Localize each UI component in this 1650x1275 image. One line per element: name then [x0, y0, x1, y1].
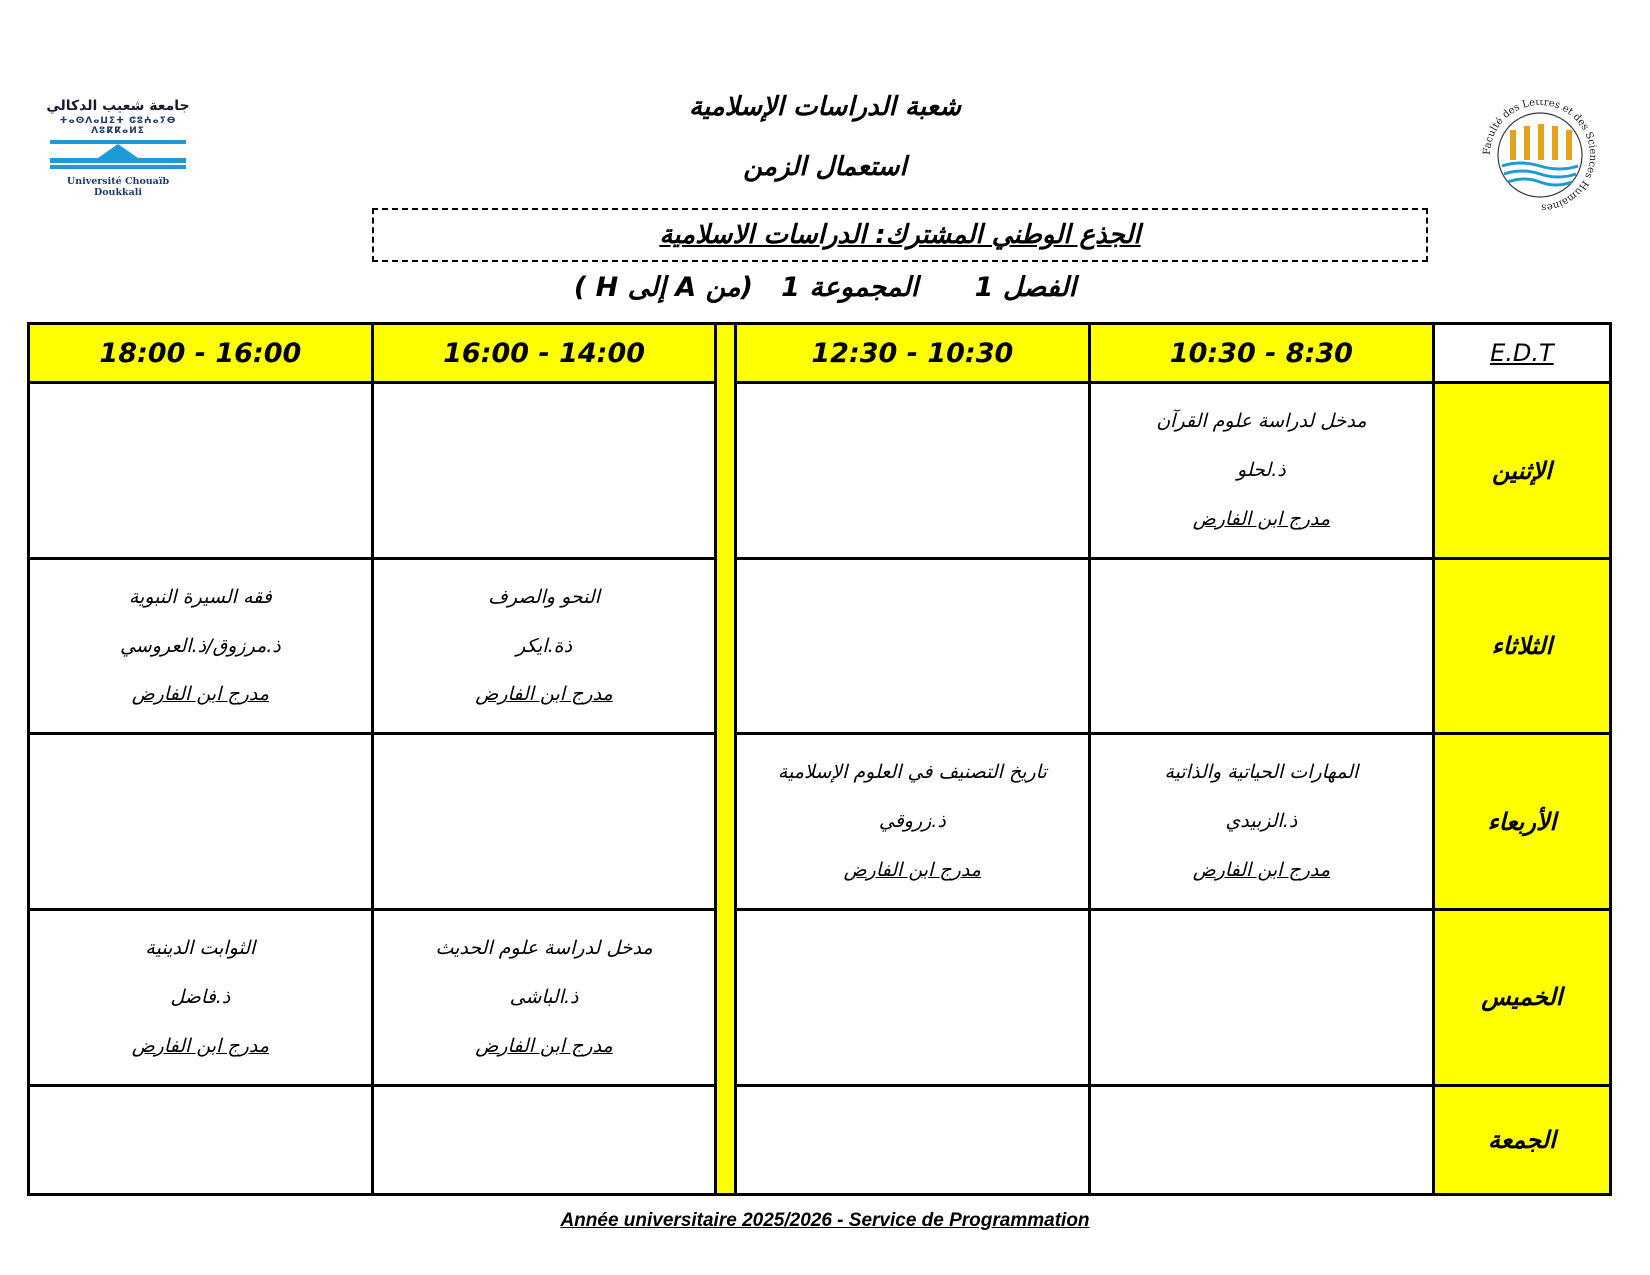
lunch-separator: [716, 324, 735, 1195]
slot-header-4: 18:00 - 16:00: [29, 324, 373, 383]
course-name: النحو والصرف: [488, 585, 600, 608]
cell-thursday-slot3: [372, 909, 716, 1085]
professor-name: ذ.الباشى: [509, 985, 579, 1008]
group-label: المجموعة 1: [781, 272, 919, 303]
room-name: مدرج ابن الفارض: [843, 859, 981, 882]
header-row: [29, 324, 1611, 383]
cell-wednesday-slot2: [735, 734, 1089, 910]
cell-wednesday-slot3: [372, 734, 716, 910]
day-label-tuesday: الثلاثاء: [1433, 558, 1610, 734]
faculty-ring-text: Faculté des Lettres et des Sciences Humaines: [1481, 100, 1599, 210]
course-name: مدخل لدراسة علوم القرآن: [1156, 410, 1367, 433]
room-name: مدرج ابن الفارض: [1192, 859, 1331, 882]
day-label-thursday: الخميس: [1433, 909, 1610, 1085]
cell-friday-slot4: [29, 1085, 373, 1194]
room-name: مدرج ابن الفارض: [131, 683, 270, 706]
cell-monday-slot3: [372, 383, 716, 559]
cell-monday-slot4: [29, 383, 373, 559]
room-name: مدرج ابن الفارض: [1192, 507, 1331, 530]
professor-name: ذ.لحلو: [1237, 459, 1286, 482]
slot-header-3: 16:00 - 14:00: [372, 324, 716, 383]
cell-friday-slot1: [1090, 1085, 1434, 1194]
room-name: مدرج ابن الفارض: [475, 683, 613, 706]
slot-header-1: 10:30 - 8:30: [1090, 324, 1434, 383]
room-name: مدرج ابن الفارض: [131, 1034, 270, 1057]
cell-monday-slot2: [735, 383, 1089, 559]
day-label-wednesday: الأربعاء: [1433, 734, 1610, 910]
cell-thursday-slot1: [1090, 909, 1434, 1085]
day-label-monday: الإثنين: [1433, 383, 1610, 559]
day-row-monday: [29, 383, 1611, 559]
professor-name: ذ.الزبيدي: [1225, 810, 1298, 833]
cell-thursday-slot4: [29, 909, 373, 1085]
cell-monday-slot1: [1090, 383, 1434, 559]
footer-note: Année universitaire 2025/2026 - Service de Programmation: [560, 1210, 1090, 1231]
cell-tuesday-slot3: [372, 558, 716, 734]
professor-name: ذ.فاضل: [170, 985, 231, 1008]
professor-name: ذة.ايكر: [516, 634, 573, 657]
slot-header-2: 12:30 - 10:30: [735, 324, 1089, 383]
timetable: [27, 322, 1612, 1196]
professor-name: ذ.زروقي: [878, 810, 946, 833]
cell-tuesday-slot4: [29, 558, 373, 734]
cell-thursday-slot2: [735, 909, 1089, 1085]
day-label-friday: الجمعة: [1433, 1085, 1610, 1194]
cell-tuesday-slot2: [735, 558, 1089, 734]
cell-wednesday-slot4: [29, 734, 373, 910]
professor-name: ذ.مرزوق/ذ.العروسي: [119, 634, 281, 657]
course-name: المهارات الحياتية والذاتية: [1164, 761, 1359, 784]
university-name-arabic: جامعة شعيب الدكالي: [46, 98, 190, 114]
course-name: فقه السيرة النبوية: [128, 585, 272, 608]
cell-wednesday-slot1: [1090, 734, 1434, 910]
semester-label: الفصل 1: [974, 272, 1077, 303]
semester-group-line: [0, 272, 1650, 303]
day-row-friday: [29, 1085, 1611, 1194]
day-row-tuesday: [29, 558, 1611, 734]
cell-friday-slot2: [735, 1085, 1089, 1194]
university-name-french: Université Chouaïb Doukkali: [66, 176, 170, 198]
track-box: [372, 208, 1428, 262]
group-range: (من A إلى H ): [573, 272, 753, 303]
course-name: الثوابت الدينية: [145, 937, 256, 960]
cell-friday-slot3: [372, 1085, 716, 1194]
day-row-thursday: [29, 909, 1611, 1085]
document-title: استعمال الزمن: [743, 152, 907, 182]
edt-corner: E.D.T: [1433, 324, 1610, 383]
cell-tuesday-slot1: [1090, 558, 1434, 734]
room-name: مدرج ابن الفارض: [475, 1034, 613, 1057]
department-title: شعبة الدراسات الإسلامية: [688, 92, 962, 122]
track-title: الجذع الوطني المشترك: الدراسات الاسلامية: [659, 220, 1141, 250]
course-name: تاريخ التصنيف في العلوم الإسلامية: [777, 761, 1047, 784]
day-row-wednesday: [29, 734, 1611, 910]
university-name-tifinagh: ⵜⴰⵙⴷⴰⵡⵉⵜ ⵛⵓⵄⴰⵢⴱ ⴷⵓⴽⴽⴰⵍⵉ: [59, 116, 177, 136]
course-name: مدخل لدراسة علوم الحديث: [435, 937, 653, 960]
